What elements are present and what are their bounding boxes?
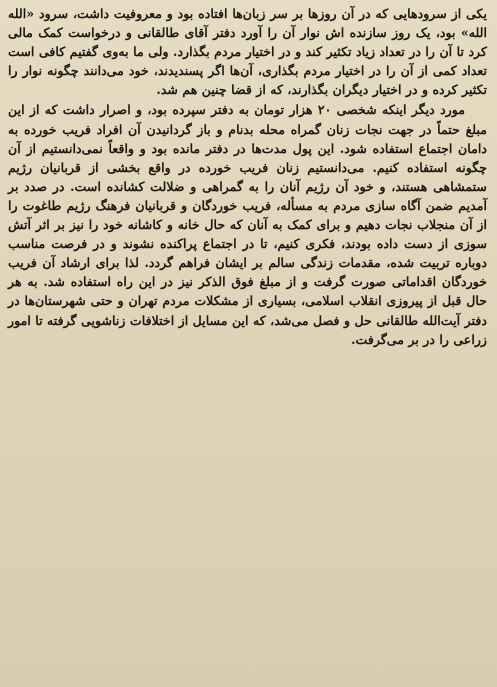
article-paragraph-1: یکی از سرودهایی که در آن روزها بر سر زبان‌ها افتاده بود و معروفیت داشت، سرود «الله الله» بود، یک روز سازنده اش نوار آن را آورد دفتر آقای طالقانی و درخواست کمک مالی کرد تا آن را در تعداد زیاد تکثیر کند و در اختیار مردم بگذارد. ولی ما به‌وی گفتیم کافی است تعداد کمی از آن را در اختیار مردم بگذاری، آن‌ها اگر پسندیدند، خود می‌دانند چگونه نوار را تکثیر کرده و در اختیار دیگران بگذارند، که از قضا چنین هم شد. <box>8 6 487 98</box>
article-body <box>8 4 487 349</box>
article-paragraph-2: مورد دیگر اینکه شخصی ۲۰ هزار تومان به دفتر سپرده بود، و اصرار داشت که از این مبلغ حتماً در جهت نجات زنان گمراه محله بدنام و باز گردانیدن آن افراد فریب خورده به دامان اجتماع استفاده شود. این پول مدت‌ها در دفتر مانده بود و واقعاً نمی‌دانستیم از آن چگونه استفاده کنیم. می‌دانستیم زنان فریب خورده در واقع بخشی از قربانیان رژیم ستمشاهی هستند، و خود آن رژیم آنان را به گمراهی و ضلالت کشانده است. در صدد بر آمدیم ضمن آگاه سازی مردم به مسأله، فریب خوردگان و قربانیان فرهنگ رژیم طاغوت را از آن منجلاب نجات دهیم و برای کمک به آنان که حال خانه و کاشانه خود را نیز بر اثر آتش سوزی از دست داده بودند، فکری کنیم، تا در اجتماع پراکنده نشوند و در فرصت مناسب دوباره تربیت شده، مقدمات زندگی سالم بر ایشان فراهم گردد. لذا برای ارشاد آن فریب خوردگان اقداماتی صورت گرفت و از مبلغ فوق الذکر نیز در این راه استفاده شد. به هر حال قبل از پیروزی انقلاب اسلامی، بسیاری از مشکلات مردم تهران و حتی شهرستان‌ها در دفتر آیت‌الله طالقانی حل و فصل می‌شد، که این مسایل از اختلافات زناشویی گرفته تا امور زراعی را در بر می‌گرفت. <box>8 102 487 347</box>
